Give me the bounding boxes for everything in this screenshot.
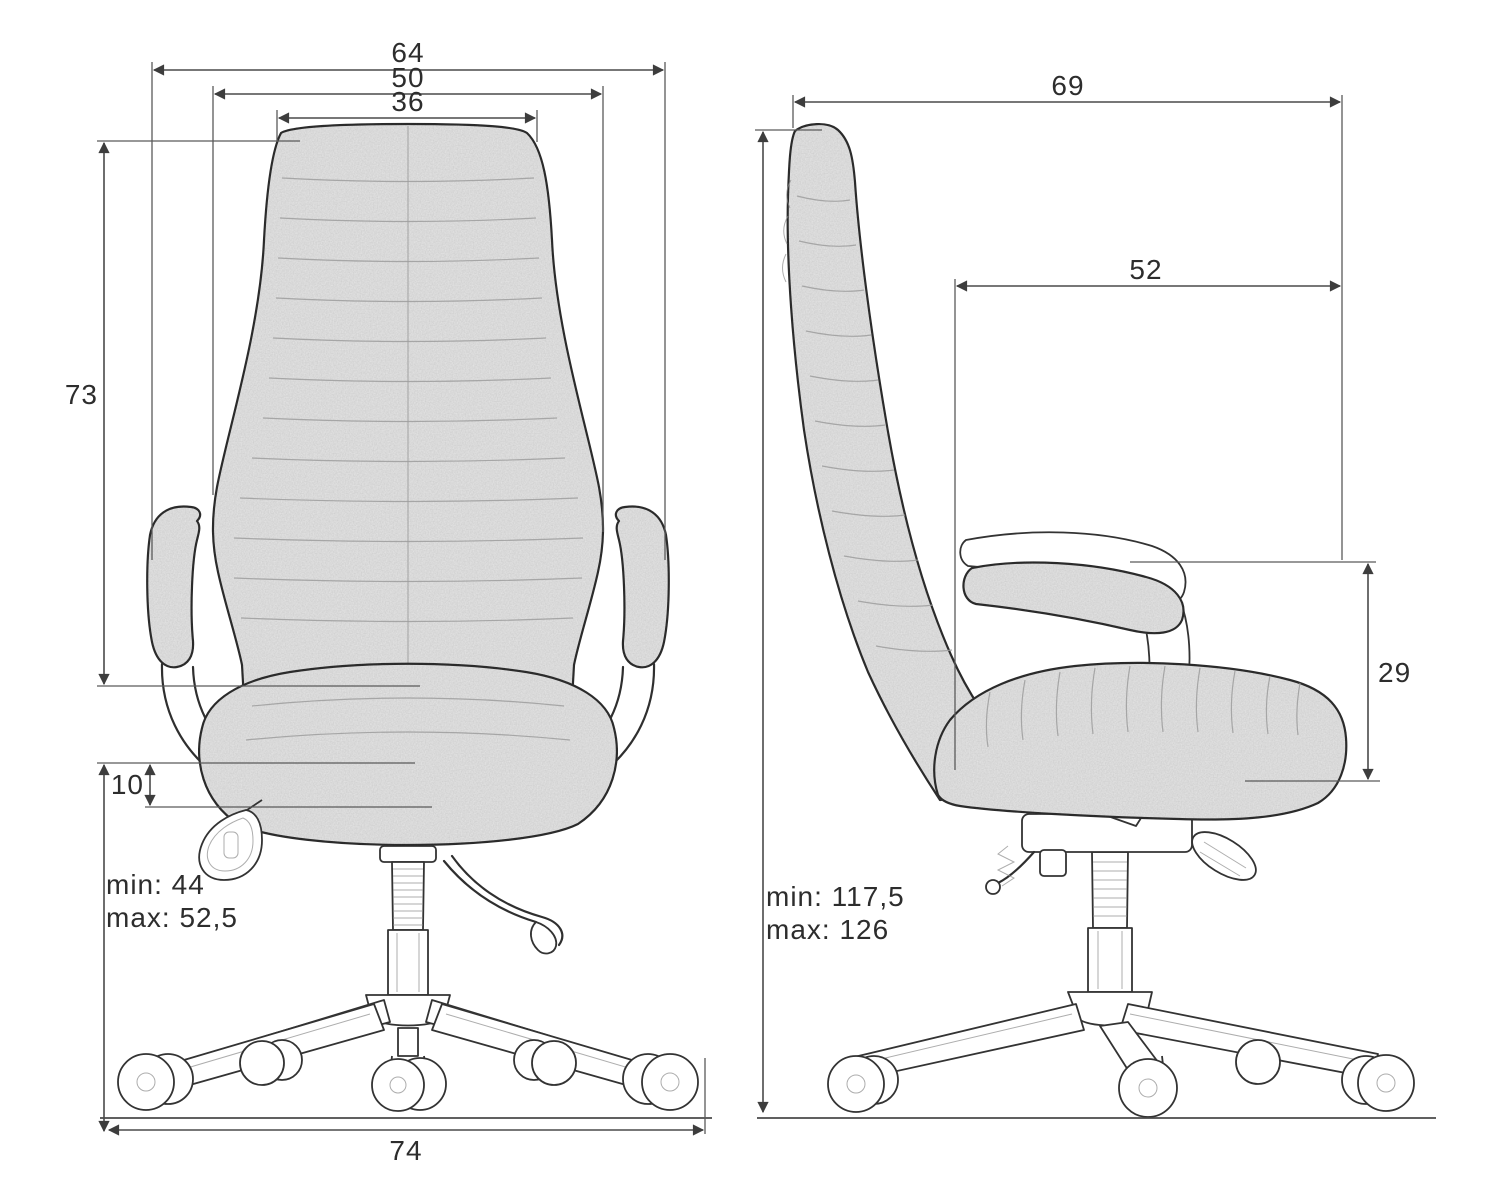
dim-label-seat-edge: 10 [110, 769, 144, 800]
front-seat [199, 664, 617, 845]
front-view [118, 124, 698, 1111]
dim-label-width-overall: 64 [391, 37, 425, 68]
dim-label-total-height-min: min: 117,5 [766, 881, 905, 912]
front-gas-lift [366, 846, 450, 1026]
side-seat [934, 663, 1346, 820]
dim-label-seat-depth: 52 [1129, 254, 1163, 285]
front-backrest [213, 124, 603, 718]
dim-label-depth-overall: 69 [1051, 70, 1085, 101]
side-gas-lift [1068, 852, 1152, 1026]
dim-label-armrest-height: 29 [1378, 657, 1412, 688]
dim-label-base-width: 74 [389, 1135, 423, 1166]
dim-label-seat-height-min: min: 44 [106, 869, 205, 900]
dim-label-backrest-height: 73 [64, 379, 98, 410]
dim-label-total-height-max: max: 126 [766, 914, 890, 945]
dim-label-backrest-width: 50 [391, 62, 425, 93]
dim-label-backrest-top-width: 36 [391, 86, 425, 117]
front-tilt-lever [444, 856, 562, 953]
side-view [783, 124, 1415, 1117]
dim-label-seat-height-max: max: 52,5 [106, 902, 238, 933]
